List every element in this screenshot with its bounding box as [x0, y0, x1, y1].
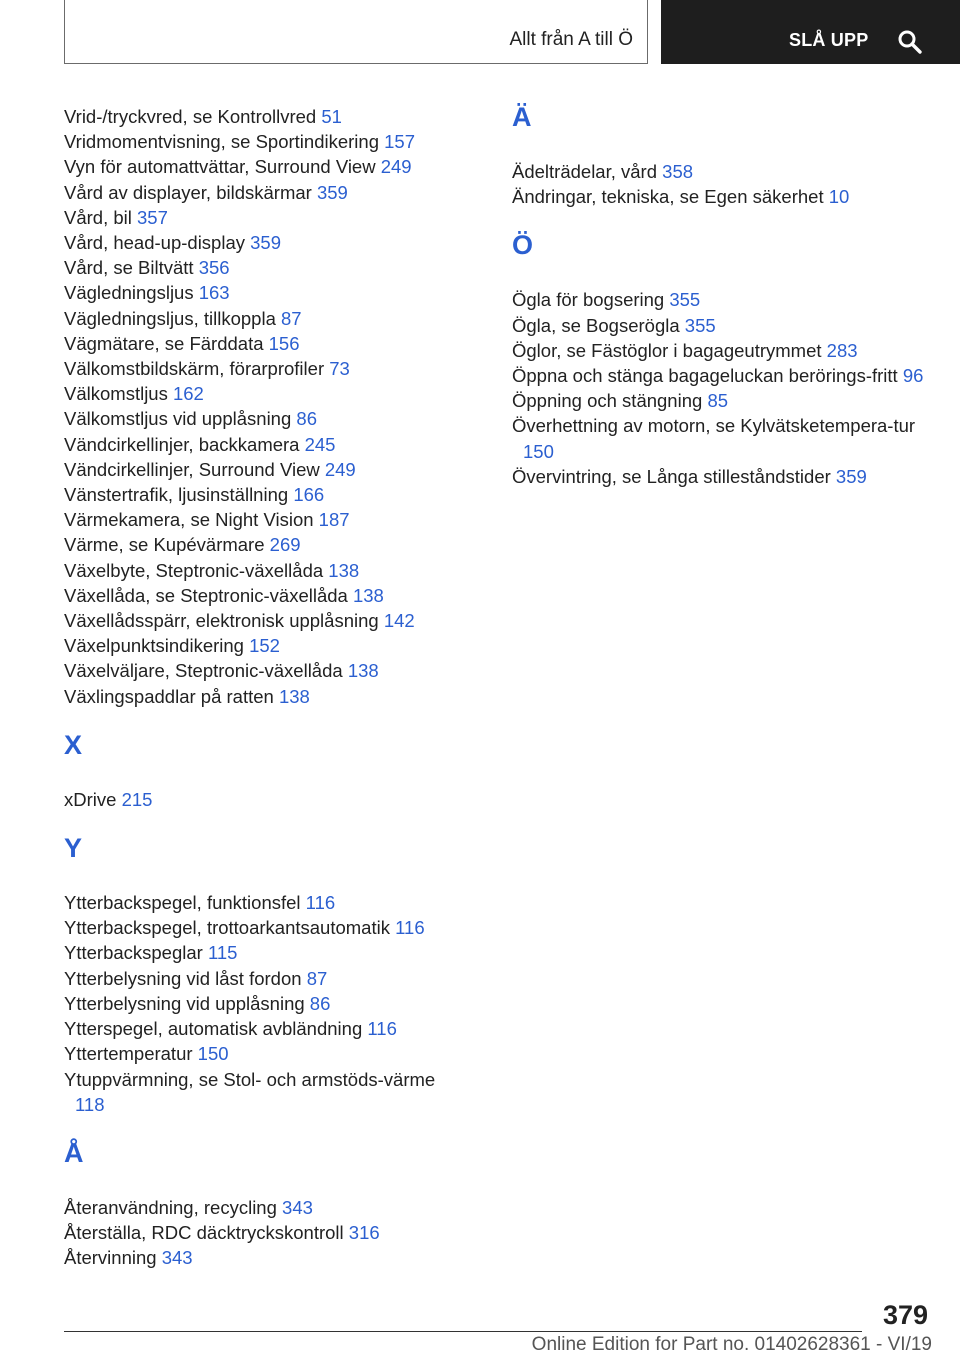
- index-entry: [64, 1067, 464, 1117]
- index-entry-text: Övervintring, se Långa stilleståndstider: [512, 465, 831, 487]
- page-link[interactable]: 96: [902, 365, 924, 387]
- page-link[interactable]: 152: [249, 635, 280, 657]
- index-entry: [64, 356, 464, 381]
- page-link[interactable]: 356: [198, 257, 230, 279]
- footer-divider: [64, 1331, 862, 1332]
- page-number: 379: [882, 1300, 928, 1330]
- page-link[interactable]: 355: [669, 289, 701, 311]
- page-link[interactable]: 138: [278, 685, 310, 707]
- page-link[interactable]: 157: [384, 131, 416, 153]
- index-entry: [512, 159, 932, 184]
- page-link[interactable]: 116: [395, 917, 425, 939]
- index-entry: [64, 1016, 464, 1041]
- index-letter-heading: Ä: [512, 102, 532, 132]
- section-title: Allt från A till Ö: [509, 29, 633, 50]
- page-link[interactable]: 166: [293, 484, 325, 506]
- page-link[interactable]: 316: [348, 1222, 380, 1244]
- page-link[interactable]: 87: [281, 307, 302, 329]
- page-link[interactable]: 355: [684, 314, 716, 336]
- index-entry-text: Öglor, se Fästöglor i bagageutrymmet: [512, 339, 822, 361]
- index-entry-text: Växelväljare, Steptronic-växellåda: [64, 660, 343, 682]
- index-entry: [64, 658, 464, 683]
- page-link[interactable]: 116: [367, 1018, 397, 1040]
- index-entry-text: Vyn för automattvättar, Surround View: [64, 156, 376, 178]
- page-link[interactable]: 116: [305, 892, 336, 914]
- index-entry: [512, 338, 932, 363]
- page-link[interactable]: 142: [383, 610, 415, 632]
- page-link[interactable]: 138: [328, 559, 360, 581]
- index-entry: [64, 684, 464, 709]
- index-entry: [64, 915, 464, 940]
- page-link[interactable]: 10: [828, 186, 850, 208]
- index-entry: [64, 457, 464, 482]
- index-entry-text: Ytterbelysning vid upplåsning: [64, 992, 305, 1014]
- index-entry-text: Växelpunktsindikering: [64, 635, 244, 657]
- index-entry: [64, 406, 464, 431]
- index-entry-text: Återställa, RDC däcktryckskontroll: [64, 1222, 344, 1244]
- page-link[interactable]: 359: [250, 232, 282, 254]
- index-entry-text: Vrid-/tryckvred, se Kontrollvred: [64, 106, 317, 127]
- page-link[interactable]: 163: [198, 282, 230, 304]
- index-entry-text: Ögla, se Bogserögla: [512, 314, 680, 336]
- index-entry-text: Välkomstljus: [64, 383, 168, 405]
- index-entry-text: Återvinning: [64, 1247, 157, 1269]
- page-link[interactable]: 358: [662, 161, 694, 182]
- page-link[interactable]: 359: [316, 181, 348, 203]
- index-entry-text: Välkomstbildskärm, förarprofiler: [64, 358, 325, 380]
- index-entry: [64, 154, 464, 179]
- page-link[interactable]: 269: [269, 534, 301, 556]
- page-link[interactable]: 187: [318, 509, 350, 531]
- index-entry: [512, 184, 932, 209]
- index-entry: [64, 280, 464, 305]
- index-entry-text: Ändringar, tekniska, se Egen säkerhet: [512, 186, 824, 208]
- index-entry-text: Växelbyte, Steptronic-växellåda: [64, 559, 324, 581]
- page-link[interactable]: 150: [523, 440, 554, 462]
- index-entry: [64, 558, 464, 583]
- page-link[interactable]: 249: [324, 458, 356, 480]
- page-link[interactable]: 359: [835, 465, 867, 487]
- index-entry-text: Värmekamera, se Night Vision: [64, 509, 314, 531]
- page-link[interactable]: 138: [352, 584, 384, 606]
- index-entry: [64, 787, 464, 812]
- index-entry: [512, 464, 932, 489]
- index-entry-text: Vård, se Biltvätt: [64, 257, 194, 279]
- index-entry-text: Överhettning av motorn, se Kylvätsketempera‐tur: [512, 415, 916, 437]
- index-entry: [64, 532, 464, 557]
- index-entry: [512, 388, 932, 413]
- index-entry: [64, 432, 464, 457]
- page-link[interactable]: 343: [282, 1196, 313, 1218]
- index-entry: [64, 255, 464, 280]
- index-entry: [512, 413, 932, 463]
- page-link[interactable]: 357: [137, 206, 168, 228]
- index-entry: [64, 1245, 464, 1270]
- index-entry-text: Välkomstljus vid upplåsning: [64, 408, 292, 430]
- page-link[interactable]: 245: [304, 433, 336, 455]
- page-link[interactable]: 87: [306, 967, 328, 989]
- index-column-left: [64, 104, 464, 1271]
- index-entry-text: Ytterbelysning vid låst fordon: [64, 967, 302, 989]
- index-entry: [64, 104, 464, 129]
- index-entry: [64, 331, 464, 356]
- page-link[interactable]: 51: [321, 106, 342, 127]
- index-entry-text: Värme, se Kupévärmare: [64, 534, 265, 556]
- index-entry-text: Vägledningsljus, tillkoppla: [64, 307, 276, 329]
- index-entry: [64, 180, 464, 205]
- index-entry: [64, 1220, 464, 1245]
- index-entry: [64, 482, 464, 507]
- index-letter-heading: Ö: [512, 230, 534, 261]
- page-link[interactable]: 150: [197, 1043, 229, 1065]
- index-letter-heading: Å: [64, 1137, 84, 1168]
- index-entry-text: Återanvändning, recycling: [64, 1196, 277, 1218]
- page-link[interactable]: 86: [309, 992, 331, 1014]
- index-entry: [64, 890, 464, 915]
- index-entry: [512, 313, 932, 338]
- index-entry: [64, 381, 464, 406]
- index-entry-text: Växellådsspärr, elektronisk upplåsning: [64, 610, 379, 632]
- index-entry-text: Yttertemperatur: [64, 1043, 193, 1065]
- index-entry-text: Vård, head-up-display: [64, 232, 245, 254]
- index-entry-text: Vård av displayer, bildskärmar: [64, 181, 312, 203]
- page-link[interactable]: 115: [207, 942, 238, 964]
- index-entry: [64, 507, 464, 532]
- index-entry: [512, 287, 932, 312]
- page-link[interactable]: 85: [707, 390, 729, 412]
- page-link[interactable]: 162: [172, 383, 204, 405]
- index-entry-text: Öppna och stänga bagageluckan berörings‐fritt: [512, 365, 898, 387]
- page-link[interactable]: 343: [161, 1247, 193, 1269]
- edition-footer: Online Edition for Part no. 01402628361 - VI/19: [531, 1334, 932, 1355]
- search-icon: [897, 29, 923, 55]
- index-entry-text: Ädelträdelar, vård: [512, 161, 658, 182]
- index-entry: [64, 306, 464, 331]
- index-entry-text: Vänstertrafik, ljusinställning: [64, 484, 289, 506]
- index-letter-heading: Y: [64, 833, 83, 864]
- index-entry-text: Ytterbackspegel, funktionsfel: [64, 892, 301, 914]
- index-entry: [64, 608, 464, 633]
- index-entry: [64, 966, 464, 991]
- section-header-tab: [64, 0, 648, 64]
- index-entry: [64, 230, 464, 255]
- index-entry: [64, 583, 464, 608]
- index-entry-text: Vridmomentvisning, se Sportindikering: [64, 131, 379, 153]
- index-entry-text: Ytterspegel, automatisk avbländning: [64, 1018, 363, 1040]
- page-link[interactable]: 215: [121, 788, 153, 810]
- page-link[interactable]: 118: [75, 1093, 105, 1115]
- index-entry: [512, 363, 932, 388]
- index-entry: [64, 129, 464, 154]
- index-entry-text: xDrive: [64, 788, 117, 810]
- index-entry: [64, 1195, 464, 1220]
- index-entry-text: Vård, bil: [64, 206, 132, 228]
- index-entry-text: Vändcirkellinjer, Surround View: [64, 458, 320, 480]
- index-letter-heading: X: [64, 729, 83, 760]
- page-link[interactable]: 86: [296, 408, 317, 430]
- search-button-label: SLÅ UPP: [789, 30, 869, 50]
- index-column-right: [512, 104, 932, 489]
- index-entry-text: Växellåda, se Steptronic-växellåda: [64, 584, 348, 606]
- index-entry-text: Ytterbackspegel, trottoarkantsautomatik: [64, 917, 390, 939]
- index-entry: [64, 940, 464, 965]
- index-entry-text: Ögla för bogsering: [512, 289, 665, 311]
- index-entry: [64, 633, 464, 658]
- index-entry: [64, 205, 464, 230]
- index-entry-text: Vägmätare, se Färddata: [64, 332, 264, 354]
- page-link[interactable]: 138: [347, 660, 379, 682]
- index-entry-text: Ytterbackspeglar: [64, 942, 203, 964]
- search-button[interactable]: [661, 0, 960, 64]
- index-entry-text: Vägledningsljus: [64, 282, 194, 304]
- index-entry: [64, 1041, 464, 1066]
- page-link[interactable]: 156: [268, 332, 300, 354]
- page-link[interactable]: 73: [329, 358, 350, 380]
- index-entry-text: Vändcirkellinjer, backkamera: [64, 433, 300, 455]
- index-entry: [64, 991, 464, 1016]
- page-link[interactable]: 283: [826, 339, 858, 361]
- page-link[interactable]: 249: [380, 156, 412, 178]
- index-entry-text: Växlingspaddlar på ratten: [64, 685, 274, 707]
- index-entry-text: Ytuppvärmning, se Stol- och armstöds‐värme: [64, 1068, 436, 1090]
- index-entry-text: Öppning och stängning: [512, 390, 703, 412]
